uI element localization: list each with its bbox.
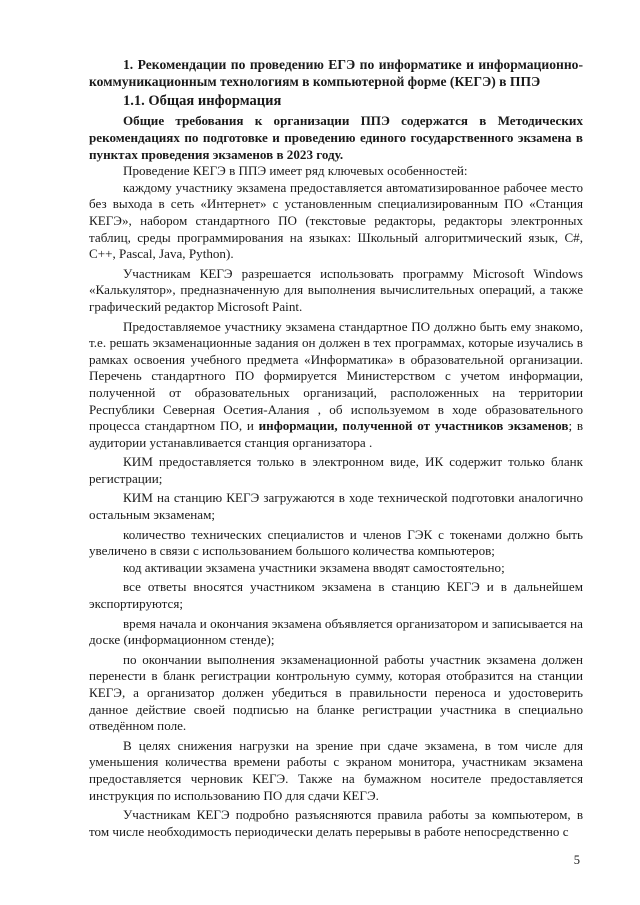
software-text-part1: Предоставляемое участнику экзамена стандартное ПО должно быть ему знакомо, т.е. решать экзаменационные задания он должен в тех программах, которые изучались в рамках освоения учебного предмета «Информатика» в образовательной организации. Перечень стандартного ПО формируется Министерством с учетом информации, полученной от образовательных организаций, расположенных на территории Республики Северная Осетия-Алания , об используемом в ходе образовательного процесса стандартном ПО, и [89, 318, 583, 434]
paragraph-kim-electronic: КИМ предоставляется только в электронном виде, ИК содержит только бланк регистрации; [89, 454, 583, 486]
page-number: 5 [573, 853, 580, 867]
paragraph-general-requirements: Общие требования к организации ППЭ содержатся в Методических рекомендациях по подготовке и проведению единого государственного экзамена в пунктах проведения экзаменов в 2023 году. [89, 113, 583, 162]
paragraph-standard-software [89, 319, 583, 452]
paragraph-computer-rules: Участникам КЕГЭ подробно разъясняются правила работы за компьютером, в том числе необходимость периодически делать перерывы в работе непосредственно с [89, 807, 583, 839]
software-text-bold: информации, полученной от участников экзаменов [258, 418, 569, 434]
paragraph-calculator: Участникам КЕГЭ разрешается использовать программу Microsoft Windows «Калькулятор», предназначенную для выполнения вычислительных операций, а также графический редактор Microsoft Paint. [89, 265, 583, 314]
software-text-part2: ; в аудитории устанавливается станция организатора . [89, 418, 583, 450]
paragraph-activation-code: код активации экзамена участники экзамена вводят самостоятельно; [123, 559, 505, 575]
paragraph-answers-export: все ответы вносятся участником экзамена в станцию КЕГЭ и в дальнейшем экспортируются; [89, 579, 583, 612]
paragraph-workplace: каждому участнику экзамена предоставляется автоматизированное рабочее место без выхода в сеть «Интернет» с установленным специализированным ПО «Станция КЕГЭ», набором стандартного ПО (текстовые редакторы, редакторы электронных таблиц, среды программирования на языках: Школьный алгоритмический язык, C#, C++, Pascal, Java, Python). [89, 179, 583, 262]
paragraph-kim-load: КИМ на станцию КЕГЭ загружаются в ходе технической подготовки аналогично остальным экзаменам; [89, 490, 583, 523]
paragraph-exam-time: время начала и окончания экзамена объявляется организатором и записывается на доске (информационном стенде); [89, 615, 583, 648]
paragraph-key-features: Проведение КЕГЭ в ППЭ имеет ряд ключевых особенностей: [123, 163, 468, 179]
paragraph-specialists: количество технических специалистов и членов ГЭК с токенами должно быть увеличено в связи с использованием большого количества компьютеров; [89, 526, 583, 559]
section-heading: 1. Рекомендации по проведению ЕГЭ по информатике и информационно-коммуникационным технологиям в компьютерной форме (КЕГЭ) в ППЭ [89, 57, 583, 90]
subsection-heading: 1.1. Общая информация [123, 93, 282, 110]
paragraph-draft: В целях снижения нагрузки на зрение при сдаче экзамена, в том числе для уменьшения количества времени работы с экраном монитора, участникам экзамена предоставляется черновик КЕГЭ. Также на бумажном носителе предоставляется инструкция по использованию ПО для сдачи КЕГЭ. [89, 737, 583, 803]
paragraph-checksum: по окончании выполнения экзаменационной работы участник экзамена должен перенести в бланк регистрации контрольную сумму, которая отобразится на станции КЕГЭ, а организатор должен убедиться в правильности переноса и удостоверить данное действие своей подписью на бланке регистрации участника в специально отведённом поле. [89, 651, 583, 734]
